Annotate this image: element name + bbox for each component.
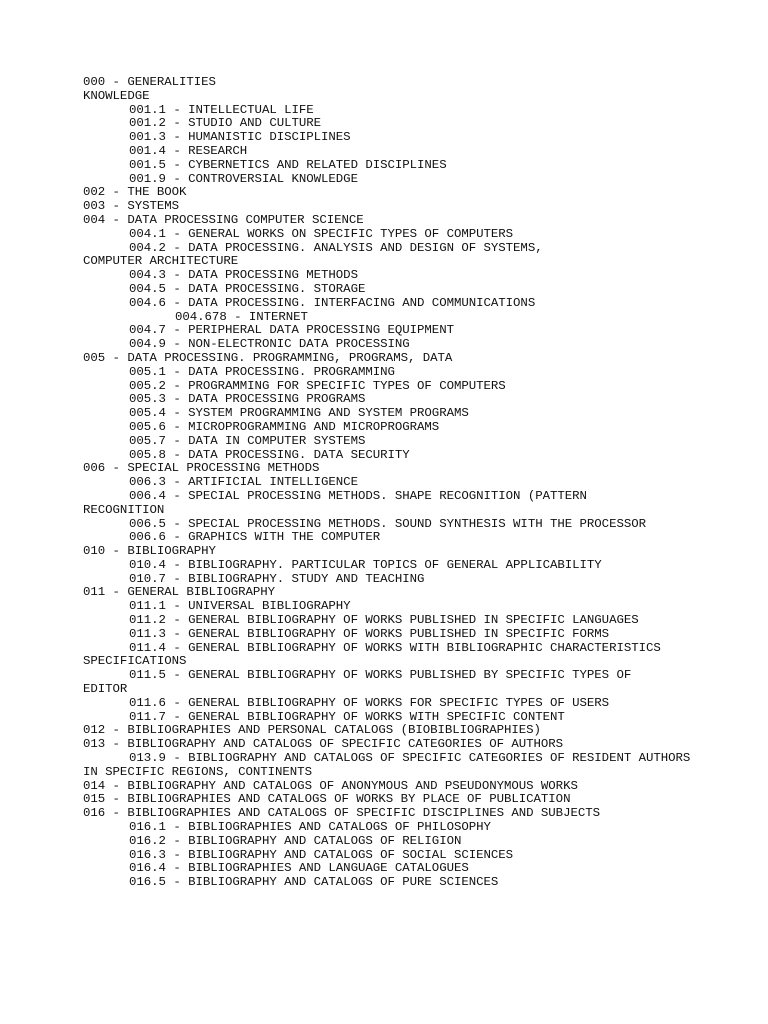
document-line: SPECIFICATIONS [83,654,187,669]
document-line: 005 - DATA PROCESSING. PROGRAMMING, PROGRAMS, DATA [83,350,453,365]
document-line: KNOWLEDGE [83,88,150,103]
document-line: 010 - BIBLIOGRAPHY [83,544,216,559]
document-subline: 016.4 - BIBLIOGRAPHIES AND LANGUAGE CATALOGUES [129,861,469,876]
document-line: COMPUTER ARCHITECTURE [83,254,239,269]
document-subline: 005.3 - DATA PROCESSING PROGRAMS [129,392,366,407]
document-subline: 006.6 - GRAPHICS WITH THE COMPUTER [129,530,381,545]
document-line: 004 - DATA PROCESSING COMPUTER SCIENCE [83,212,364,227]
document-line: 013 - BIBLIOGRAPHY AND CATALOGS OF SPECIFIC CATEGORIES OF AUTHORS [83,737,564,752]
document-subline: 005.8 - DATA PROCESSING. DATA SECURITY [129,447,410,462]
document-subline: 005.2 - PROGRAMMING FOR SPECIFIC TYPES OF COMPUTERS [129,378,506,393]
document-subline: 016.1 - BIBLIOGRAPHIES AND CATALOGS OF PHILOSOPHY [129,820,491,835]
document-subline: 004.2 - DATA PROCESSING. ANALYSIS AND DESIGN OF SYSTEMS, [129,240,543,255]
document-line: IN SPECIFIC REGIONS, CONTINENTS [83,764,312,779]
document-subline: 011.7 - GENERAL BIBLIOGRAPHY OF WORKS WITH SPECIFIC CONTENT [129,709,565,724]
document-subline: 004.1 - GENERAL WORKS ON SPECIFIC TYPES OF COMPUTERS [129,226,514,241]
document-subline: 001.9 - CONTROVERSIAL KNOWLEDGE [129,171,358,186]
document-line: 000 - GENERALITIES [83,75,216,89]
document-subline: 016.3 - BIBLIOGRAPHY AND CATALOGS OF SOCIAL SCIENCES [129,847,514,862]
document-subline: 001.5 - CYBERNETICS AND RELATED DISCIPLINES [129,157,447,172]
document-subline: 013.9 - BIBLIOGRAPHY AND CATALOGS OF SPECIFIC CATEGORIES OF RESIDENT AUTHORS [129,751,691,766]
document-subline: 006.3 - ARTIFICIAL INTELLIGENCE [129,475,358,490]
document-line: 016 - BIBLIOGRAPHIES AND CATALOGS OF SPECIFIC DISCIPLINES AND SUBJECTS [83,806,600,821]
document-line: 002 - THE BOOK [83,185,187,200]
document-subline: 001.4 - RESEARCH [129,143,248,158]
document-subline: 011.3 - GENERAL BIBLIOGRAPHY OF WORKS PUBLISHED IN SPECIFIC FORMS [129,626,610,641]
document-subline: 005.4 - SYSTEM PROGRAMMING AND SYSTEM PROGRAMS [129,406,469,421]
document-subline: 004.5 - DATA PROCESSING. STORAGE [129,281,366,296]
document-line: EDITOR [83,682,128,697]
document-subline: 001.2 - STUDIO AND CULTURE [129,116,322,131]
document-line: 011 - GENERAL BIBLIOGRAPHY [83,585,276,600]
document-line: 006 - SPECIAL PROCESSING METHODS [83,461,320,476]
document-subline: 004.3 - DATA PROCESSING METHODS [129,268,358,283]
document-subline: 001.1 - INTELLECTUAL LIFE [129,102,314,117]
document-subline: 005.6 - MICROPROGRAMMING AND MICROPROGRAMS [129,419,440,434]
document-subline: 006.5 - SPECIAL PROCESSING METHODS. SOUND SYNTHESIS WITH THE PROCESSOR [129,516,646,531]
document-subline: 006.4 - SPECIAL PROCESSING METHODS. SHAPE RECOGNITION (PATTERN [129,488,587,503]
document-subline: 011.2 - GENERAL BIBLIOGRAPHY OF WORKS PUBLISHED IN SPECIFIC LANGUAGES [129,613,639,628]
document-subline: 010.4 - BIBLIOGRAPHY. PARTICULAR TOPICS OF GENERAL APPLICABILITY [129,557,602,572]
document-subline: 016.2 - BIBLIOGRAPHY AND CATALOGS OF RELIGION [129,833,462,848]
document-line: 012 - BIBLIOGRAPHIES AND PERSONAL CATALOGS (BIOBIBLIOGRAPHIES) [83,723,541,738]
document-line: 014 - BIBLIOGRAPHY AND CATALOGS OF ANONYMOUS AND PSEUDONYMOUS WORKS [83,778,578,793]
document-line: 003 - SYSTEMS [83,199,180,214]
document-subline: 005.1 - DATA PROCESSING. PROGRAMMING [129,364,395,379]
document-subline: 011.5 - GENERAL BIBLIOGRAPHY OF WORKS PUBLISHED BY SPECIFIC TYPES OF [129,668,632,683]
document-subline: 011.6 - GENERAL BIBLIOGRAPHY OF WORKS FOR SPECIFIC TYPES OF USERS [129,695,610,710]
document-subline: 005.7 - DATA IN COMPUTER SYSTEMS [129,433,366,448]
document-subline: 004.7 - PERIPHERAL DATA PROCESSING EQUIPMENT [129,323,454,338]
document-subsubline: 004.678 - INTERNET [175,309,308,324]
document-subline: 001.3 - HUMANISTIC DISCIPLINES [129,130,351,145]
classification-document [83,76,743,890]
document-subline: 016.5 - BIBLIOGRAPHY AND CATALOGS OF PURE SCIENCES [129,875,499,890]
document-subline: 004.6 - DATA PROCESSING. INTERFACING AND COMMUNICATIONS [129,295,536,310]
document-line: 015 - BIBLIOGRAPHIES AND CATALOGS OF WORKS BY PLACE OF PUBLICATION [83,792,571,807]
document-subline: 011.4 - GENERAL BIBLIOGRAPHY OF WORKS WITH BIBLIOGRAPHIC CHARACTERISTICS [129,640,661,655]
document-subline: 004.9 - NON-ELECTRONIC DATA PROCESSING [129,337,410,352]
document-line: RECOGNITION [83,502,165,517]
document-subline: 010.7 - BIBLIOGRAPHY. STUDY AND TEACHING [129,571,425,586]
document-subline: 011.1 - UNIVERSAL BIBLIOGRAPHY [129,599,351,614]
